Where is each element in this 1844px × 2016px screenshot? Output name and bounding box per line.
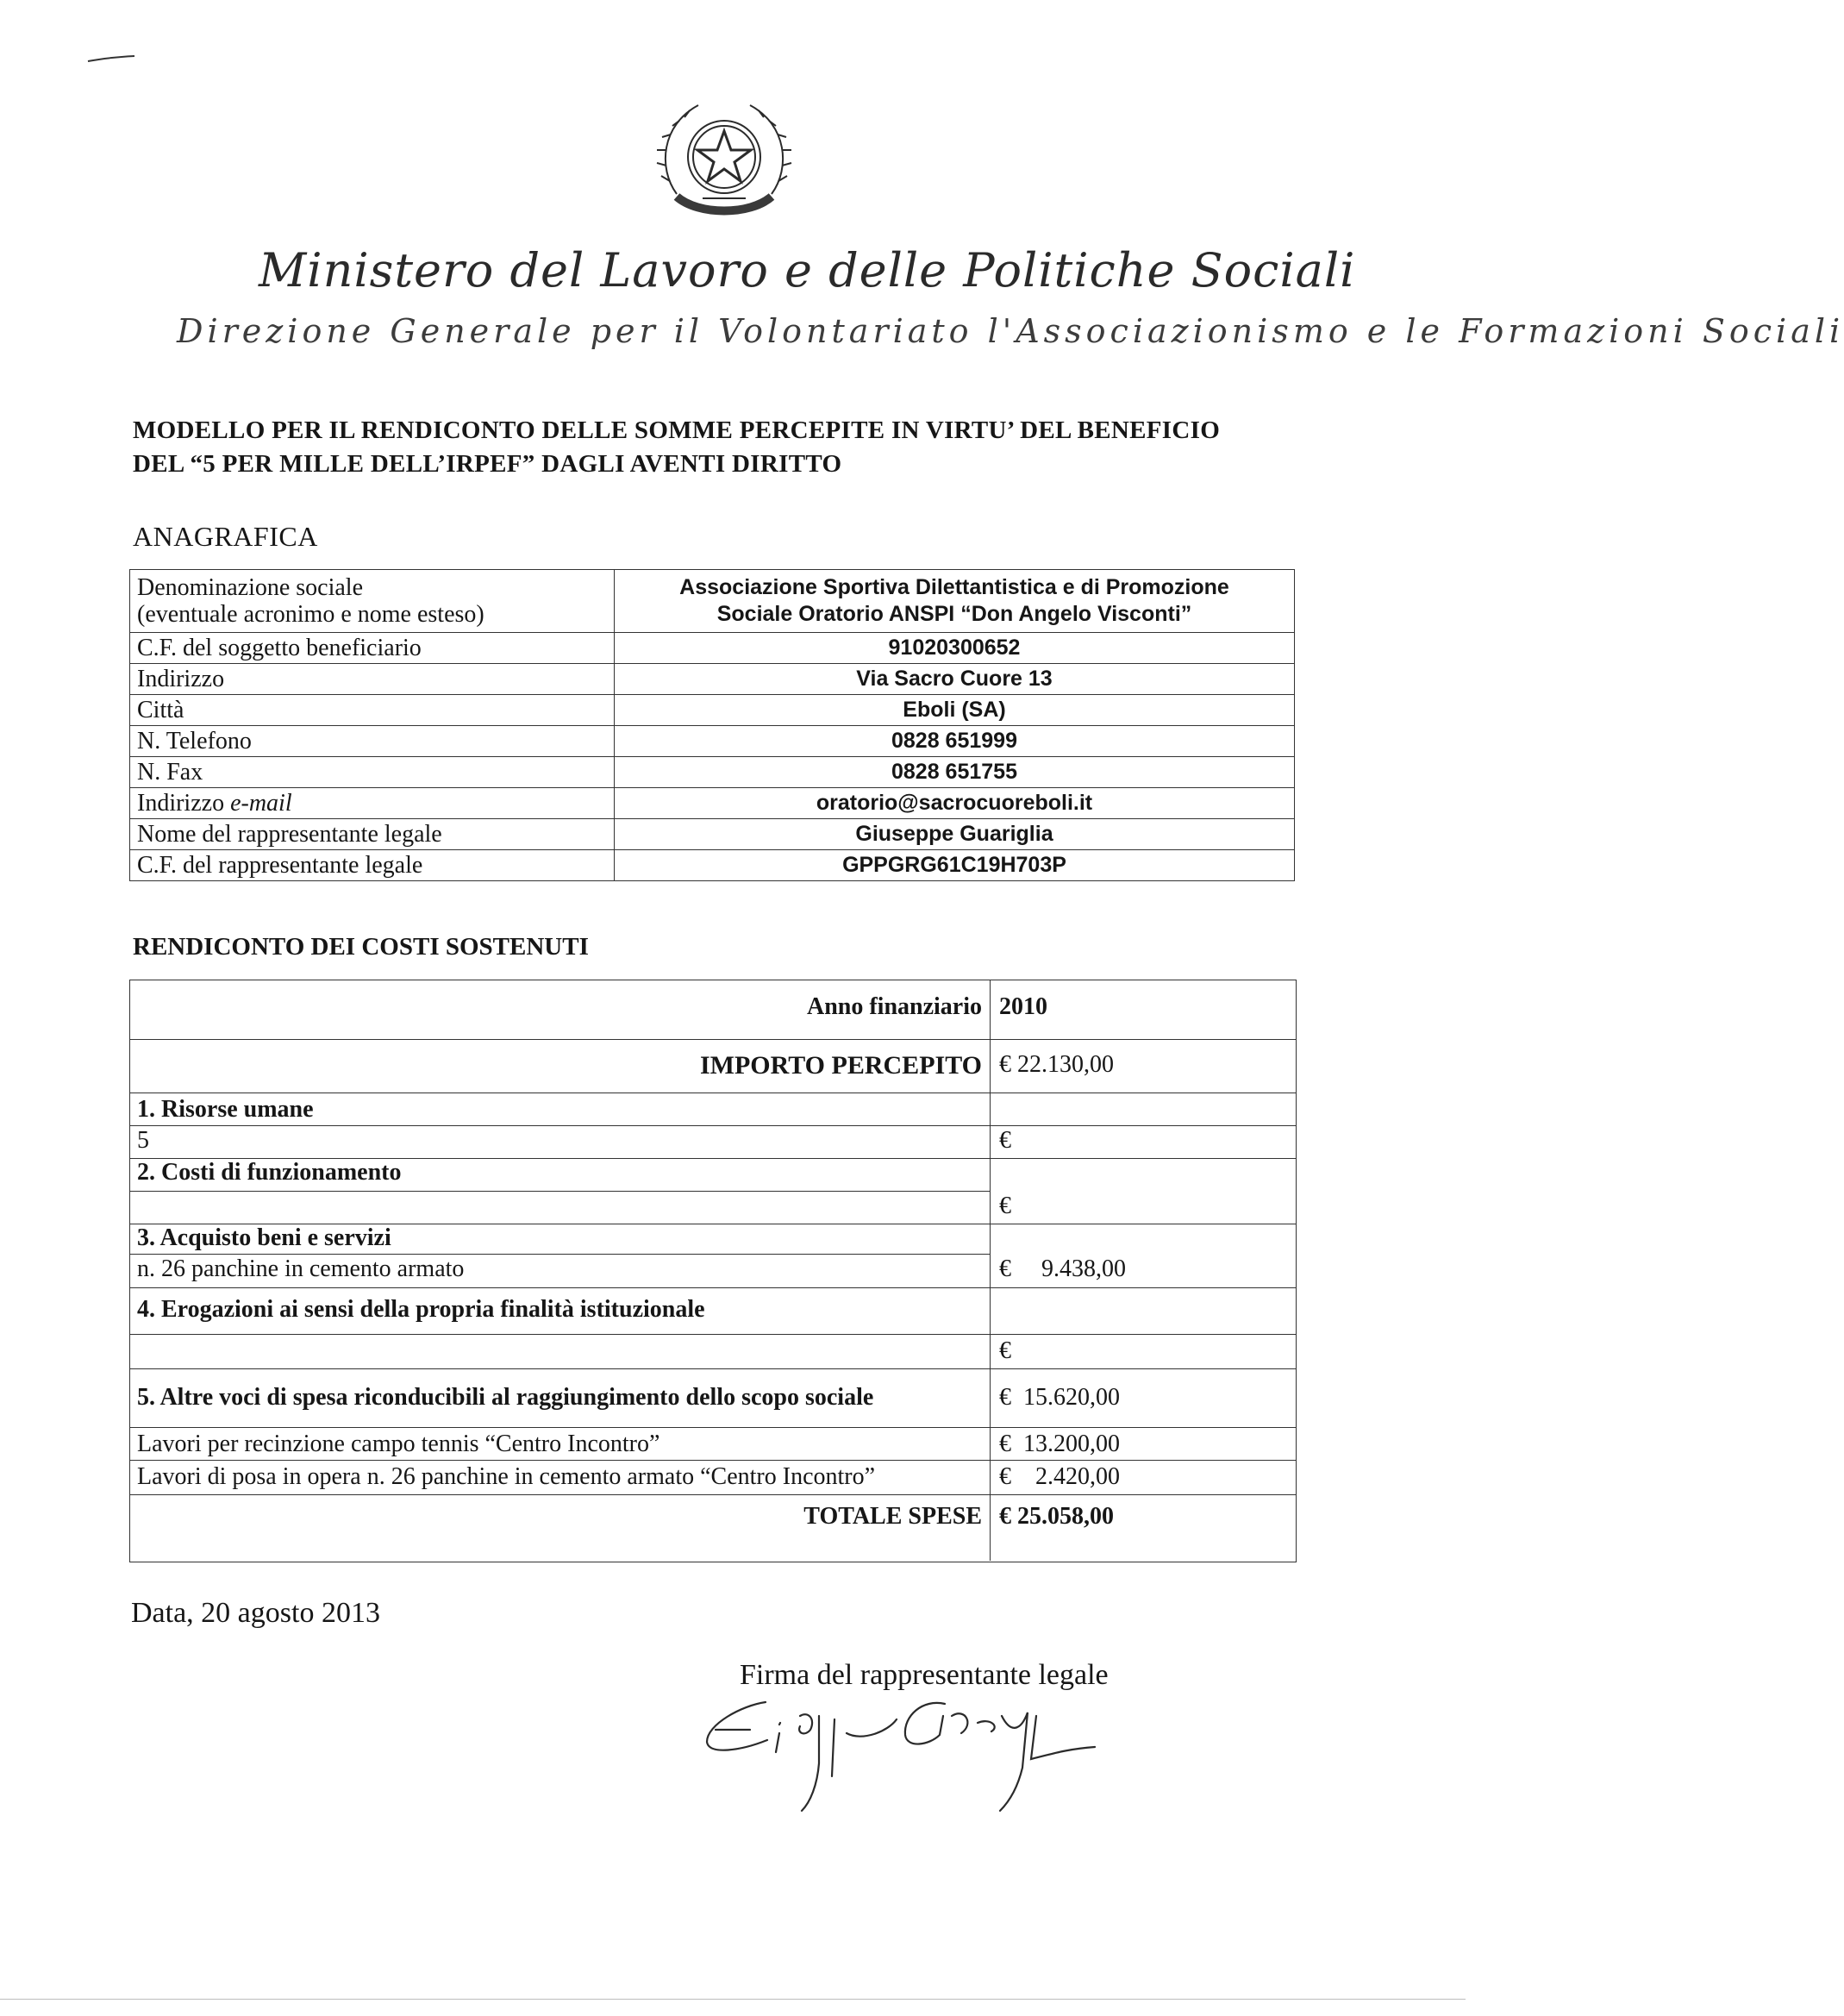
totale-value: € 25.058,00 bbox=[999, 1503, 1114, 1530]
document-title-line-1: MODELLO PER IL RENDICONTO DELLE SOMME PERCEPITE IN VIRTU’ DEL BENEFICIO bbox=[133, 416, 1221, 444]
document-title bbox=[133, 414, 1340, 481]
altre-voci-item: Lavori di posa in opera n. 26 panchine in cemento armato “Centro Incontro” bbox=[137, 1463, 876, 1490]
table-row bbox=[130, 633, 1295, 664]
republic-emblem-icon bbox=[651, 86, 797, 233]
costi-funzionamento-value: € bbox=[999, 1193, 1011, 1219]
ministry-title: Ministero del Lavoro e delle Politiche Sociali bbox=[259, 243, 1356, 297]
value-line: Associazione Sportiva Dilettantistica e di Promozione bbox=[679, 575, 1229, 599]
label-line: Denominazione sociale bbox=[137, 574, 364, 601]
risorse-umane-item: 5 bbox=[137, 1127, 149, 1154]
altre-voci-value: € 15.620,00 bbox=[999, 1384, 1120, 1411]
anagrafica-table bbox=[129, 569, 1295, 881]
totale-label: TOTALE SPESE bbox=[803, 1503, 982, 1530]
label-email-italic: e-mail bbox=[230, 790, 292, 817]
erogazioni-title: 4. Erogazioni ai sensi della propria finalità istituzionale bbox=[137, 1296, 705, 1323]
signature-label: Firma del rappresentante legale bbox=[740, 1659, 1109, 1691]
table-row bbox=[130, 695, 1295, 726]
row-divider bbox=[130, 1039, 1296, 1040]
importo-label: IMPORTO PERCEPITO bbox=[699, 1051, 982, 1080]
label-denominazione bbox=[130, 570, 615, 633]
row-divider bbox=[130, 1460, 1296, 1461]
label-rappresentante: Nome del rappresentante legale bbox=[130, 819, 615, 850]
value-cf-rappresentante: GPPGRG61C19H703P bbox=[615, 850, 1295, 881]
table-row bbox=[130, 726, 1295, 757]
value-denominazione bbox=[615, 570, 1295, 633]
acquisto-beni-title: 3. Acquisto beni e servizi bbox=[137, 1224, 391, 1251]
label-cf-rappresentante: C.F. del rappresentante legale bbox=[130, 850, 615, 881]
direzione-subtitle: Direzione Generale per il Volontariato l'Associazionismo e le Formazioni Sociali bbox=[177, 312, 1844, 350]
label-email-prefix: Indirizzo bbox=[137, 790, 231, 817]
altre-voci-title: 5. Altre voci di spesa riconducibili al raggiungimento dello scopo sociale bbox=[137, 1384, 874, 1411]
value-rappresentante: Giuseppe Guariglia bbox=[615, 819, 1295, 850]
handwritten-signature bbox=[690, 1681, 1138, 1819]
row-divider bbox=[130, 1191, 991, 1192]
table-row bbox=[130, 819, 1295, 850]
pen-mark bbox=[86, 53, 136, 64]
row-divider bbox=[130, 1427, 1296, 1428]
acquisto-beni-item: n. 26 panchine in cemento armato bbox=[137, 1255, 465, 1282]
anno-value: 2010 bbox=[999, 993, 1047, 1020]
row-divider bbox=[130, 1334, 1296, 1335]
row-divider bbox=[130, 1125, 1296, 1126]
value-line: Sociale Oratorio ANSPI “Don Angelo Visconti” bbox=[716, 602, 1192, 626]
value-fax: 0828 651755 bbox=[615, 757, 1295, 788]
value-citta: Eboli (SA) bbox=[615, 695, 1295, 726]
table-row bbox=[130, 664, 1295, 695]
page-bottom-rule bbox=[0, 1999, 1466, 2000]
label-email bbox=[130, 788, 615, 819]
table-row bbox=[130, 570, 1295, 633]
label-telefono: N. Telefono bbox=[130, 726, 615, 757]
row-divider bbox=[130, 1494, 1296, 1495]
document-title-line-2: DEL “5 PER MILLE DELL’IRPEF” DAGLI AVENTI DIRITTO bbox=[133, 450, 842, 478]
value-cf-beneficiario: 91020300652 bbox=[615, 633, 1295, 664]
value-indirizzo: Via Sacro Cuore 13 bbox=[615, 664, 1295, 695]
rendiconto-heading: RENDICONTO DEI COSTI SOSTENUTI bbox=[133, 933, 589, 961]
label-indirizzo: Indirizzo bbox=[130, 664, 615, 695]
costi-funzionamento-title: 2. Costi di funzionamento bbox=[137, 1159, 402, 1186]
label-line: (eventuale acronimo e nome esteso) bbox=[137, 601, 484, 628]
erogazioni-value: € bbox=[999, 1337, 1011, 1364]
label-cf-beneficiario: C.F. del soggetto beneficiario bbox=[130, 633, 615, 664]
anno-label: Anno finanziario bbox=[806, 993, 982, 1020]
importo-value: € 22.130,00 bbox=[999, 1051, 1114, 1078]
label-fax: N. Fax bbox=[130, 757, 615, 788]
column-divider bbox=[990, 980, 991, 1561]
date-text: Data, 20 agosto 2013 bbox=[131, 1597, 380, 1629]
row-divider bbox=[130, 1368, 1296, 1369]
table-row bbox=[130, 788, 1295, 819]
value-telefono: 0828 651999 bbox=[615, 726, 1295, 757]
altre-voci-item-value: € 2.420,00 bbox=[999, 1463, 1120, 1490]
risorse-umane-value: € bbox=[999, 1127, 1011, 1154]
costs-table bbox=[129, 980, 1297, 1562]
value-email: oratorio@sacrocuoreboli.it bbox=[615, 788, 1295, 819]
row-divider bbox=[130, 1254, 991, 1255]
risorse-umane-title: 1. Risorse umane bbox=[137, 1096, 314, 1123]
table-row bbox=[130, 850, 1295, 881]
table-row bbox=[130, 757, 1295, 788]
altre-voci-item: Lavori per recinzione campo tennis “Centro Incontro” bbox=[137, 1431, 660, 1457]
acquisto-beni-value: € 9.438,00 bbox=[999, 1255, 1126, 1282]
label-citta: Città bbox=[130, 695, 615, 726]
row-divider bbox=[130, 1287, 1296, 1288]
altre-voci-item-value: € 13.200,00 bbox=[999, 1431, 1120, 1457]
anagrafica-heading: ANAGRAFICA bbox=[133, 521, 318, 552]
